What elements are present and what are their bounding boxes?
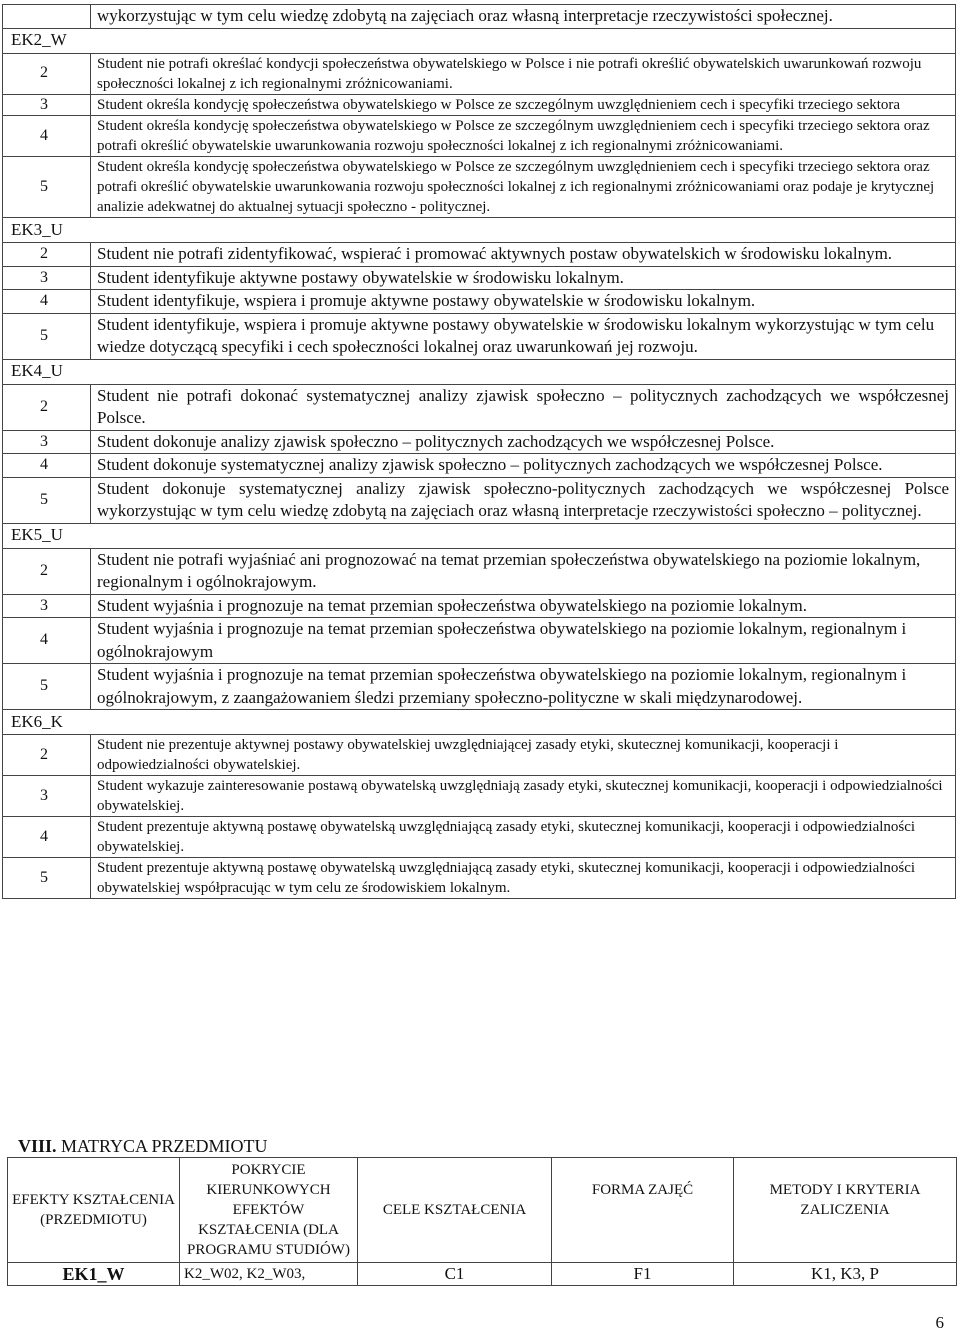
matrix-header-methods: METODY I KRYTERIA ZALICZENIA <box>734 1158 957 1263</box>
grade-description: Student wyjaśnia i prognozuje na temat przemian społeczeństwa obywatelskiego na poziomie lokalnym, regionalnym i ogólnokrajowym <box>91 618 956 664</box>
grade-value: 5 <box>3 477 91 523</box>
grade-value: 4 <box>3 817 91 858</box>
grade-row <box>3 313 956 359</box>
grade-value: 2 <box>3 243 91 267</box>
grade-row <box>3 116 956 157</box>
grade-description: Student nie potrafi określać kondycji społeczeństwa obywatelskiego w Polsce i nie potrafi określić obywatelskich uwarunkowań rozwoju społeczności lokalnej z ich regionalnymi zróżnicowaniami. <box>91 53 956 94</box>
grade-value: 5 <box>3 313 91 359</box>
matrix-cell-effect: EK1_W <box>8 1263 180 1286</box>
matrix-header-form: FORMA ZAJĘĆ <box>552 1158 734 1263</box>
grade-description: Student identyfikuje, wspiera i promuje aktywne postawy obywatelskie w środowisku lokalnym. <box>91 290 956 314</box>
effect-header-row <box>3 218 956 243</box>
effect-code: EK3_U <box>3 218 956 243</box>
grade-row <box>3 94 956 116</box>
grade-value: 2 <box>3 384 91 430</box>
grade-row <box>3 735 956 776</box>
grade-description: Student prezentuje aktywną postawę obywatelską uwzględniającą zasady etyki, skutecznej komunikacji, kooperacji i odpowiedzialności obywatelskiej. <box>91 817 956 858</box>
grade-value: 4 <box>3 454 91 478</box>
grade-description: Student identyfikuje aktywne postawy obywatelskie w środowisku lokalnym. <box>91 266 956 290</box>
grade-description: Student określa kondycję społeczeństwa obywatelskiego w Polsce ze szczególnym uwzględnieniem cech i specyfiki trzeciego sektora <box>91 94 956 116</box>
grade-value: 5 <box>3 858 91 899</box>
subject-matrix-table <box>7 1157 957 1286</box>
grade-description: Student wyjaśnia i prognozuje na temat przemian społeczeństwa obywatelskiego na poziomie lokalnym, regionalnym i ogólnokrajowym, z zaangażowaniem śledzi przemiany społeczno-polityczne w skali międzynarodowej. <box>91 664 956 710</box>
grade-value: 4 <box>3 618 91 664</box>
grade-description: Student dokonuje systematycznej analizy zjawisk społeczno-politycznych zachodzących we współczesnej Polsce wykorzystując w tym celu wiedzę zdobytą na zajęciach oraz własną interpretacje rzeczywistości społeczno – politycznej. <box>91 477 956 523</box>
grade-value: 5 <box>3 664 91 710</box>
grade-value: 3 <box>3 94 91 116</box>
grade-description: wykorzystując w tym celu wiedzę zdobytą na zajęciach oraz własną interpretacje rzeczywistości społecznej. <box>91 5 956 29</box>
grade-description: Student dokonuje analizy zjawisk społeczno – politycznych zachodzących we współczesnej Polsce. <box>91 430 956 454</box>
grade-row <box>3 477 956 523</box>
effect-code: EK5_U <box>3 523 956 548</box>
effect-code: EK6_K <box>3 710 956 735</box>
matrix-cell-method: K1, K3, P <box>734 1263 957 1286</box>
effect-code: EK2_W <box>3 28 956 53</box>
effect-header-row <box>3 359 956 384</box>
grade-value: 2 <box>3 53 91 94</box>
grade-value: 2 <box>3 548 91 594</box>
effect-header-row <box>3 710 956 735</box>
grade-description: Student prezentuje aktywną postawę obywatelską uwzględniającą zasady etyki, skutecznej komunikacji, kooperacji i odpowiedzialności obywatelskiej współpracując w tym celu ze środowiskiem lokalnym. <box>91 858 956 899</box>
grade-row <box>3 454 956 478</box>
grade-description: Student wykazuje zainteresowanie postawą obywatelską uwzględniają zasady etyki, skutecznej komunikacji, kooperacji i odpowiedzialności obywatelskiej. <box>91 776 956 817</box>
grade-row <box>3 290 956 314</box>
section-number: VIII. <box>18 1136 57 1156</box>
matrix-row <box>8 1263 957 1286</box>
grade-description: Student określa kondycję społeczeństwa obywatelskiego w Polsce ze szczególnym uwzględnieniem cech i specyfiki trzeciego sektora oraz potrafi określić obywatelskie uwarunkowania rozwoju społeczności lokalnej z ich regionalnymi zróżnicowaniami. <box>91 116 956 157</box>
grade-row <box>3 817 956 858</box>
grade-value: 4 <box>3 290 91 314</box>
grade-description: Student określa kondycję społeczeństwa obywatelskiego w Polsce ze szczególnym uwzględnieniem cech i specyfiki trzeciego sektora oraz potrafi określić obywatelskie uwarunkowania rozwoju społeczności lokalnej z ich regionalnymi zróżnicowaniami oraz podaje je krytycznej analizie adekwatnej do aktualnej sytuacji społeczno - politycznej. <box>91 157 956 218</box>
grade-description: Student identyfikuje, wspiera i promuje aktywne postawy obywatelskie w środowisku lokalnym wykorzystując w tym celu wiedze dotyczącą specyfiki i cech społeczności lokalnej oraz uwarunkowań jej rozwoju. <box>91 313 956 359</box>
matrix-header-row <box>8 1158 957 1263</box>
grade-row <box>3 384 956 430</box>
page-number: 6 <box>935 1313 944 1332</box>
grade-row <box>3 5 956 29</box>
grade-row <box>3 776 956 817</box>
matrix-header-goals: CELE KSZTAŁCENIA <box>358 1158 552 1263</box>
grade-value: 3 <box>3 430 91 454</box>
grade-row <box>3 548 956 594</box>
grade-value: 4 <box>3 116 91 157</box>
grade-description: Student nie potrafi dokonać systematycznej analizy zjawisk społeczno – politycznych zachodzących we współczesnej Polsce. <box>91 384 956 430</box>
matrix-header-effects: EFEKTY KSZTAŁCENIA (PRZEDMIOTU) <box>8 1158 180 1263</box>
grade-row <box>3 430 956 454</box>
grade-row <box>3 243 956 267</box>
grade-row <box>3 618 956 664</box>
grade-description: Student wyjaśnia i prognozuje na temat przemian społeczeństwa obywatelskiego na poziomie lokalnym. <box>91 594 956 618</box>
grade-value <box>3 5 91 29</box>
grade-description: Student dokonuje systematycznej analizy zjawisk społeczno – politycznych zachodzących we współczesnej Polsce. <box>91 454 956 478</box>
matrix-header-coverage: POKRYCIE KIERUNKOWYCH EFEKTÓW KSZTAŁCENIA (DLA PROGRAMU STUDIÓW) <box>180 1158 358 1263</box>
grade-row <box>3 266 956 290</box>
section-heading: MATRYCA PRZEDMIOTU <box>56 1136 268 1156</box>
matrix-cell-goal: C1 <box>358 1263 552 1286</box>
grade-description: Student nie potrafi zidentyfikować, wspierać i promować aktywnych postaw obywatelskich w środowisku lokalnym. <box>91 243 956 267</box>
grade-description: Student nie potrafi wyjaśniać ani prognozować na temat przemian społeczeństwa obywatelskiego na poziomie lokalnym, regionalnym i ogólnokrajowym. <box>91 548 956 594</box>
grade-value: 3 <box>3 594 91 618</box>
grade-row <box>3 858 956 899</box>
grade-description: Student nie prezentuje aktywnej postawy obywatelskiej uwzględniającej zasady etyki, skutecznej komunikacji, kooperacji i odpowiedzialności obywatelskiej. <box>91 735 956 776</box>
grade-row <box>3 53 956 94</box>
effect-code: EK4_U <box>3 359 956 384</box>
grade-value: 3 <box>3 266 91 290</box>
matrix-cell-form: F1 <box>552 1263 734 1286</box>
effect-header-row <box>3 28 956 53</box>
grade-row <box>3 157 956 218</box>
grade-value: 2 <box>3 735 91 776</box>
matrix-cell-coverage: K2_W02, K2_W03, <box>180 1263 358 1286</box>
grade-row <box>3 664 956 710</box>
grading-criteria-table <box>2 4 956 899</box>
effect-header-row <box>3 523 956 548</box>
grade-value: 3 <box>3 776 91 817</box>
grade-row <box>3 594 956 618</box>
grade-value: 5 <box>3 157 91 218</box>
section-title <box>18 1136 268 1157</box>
